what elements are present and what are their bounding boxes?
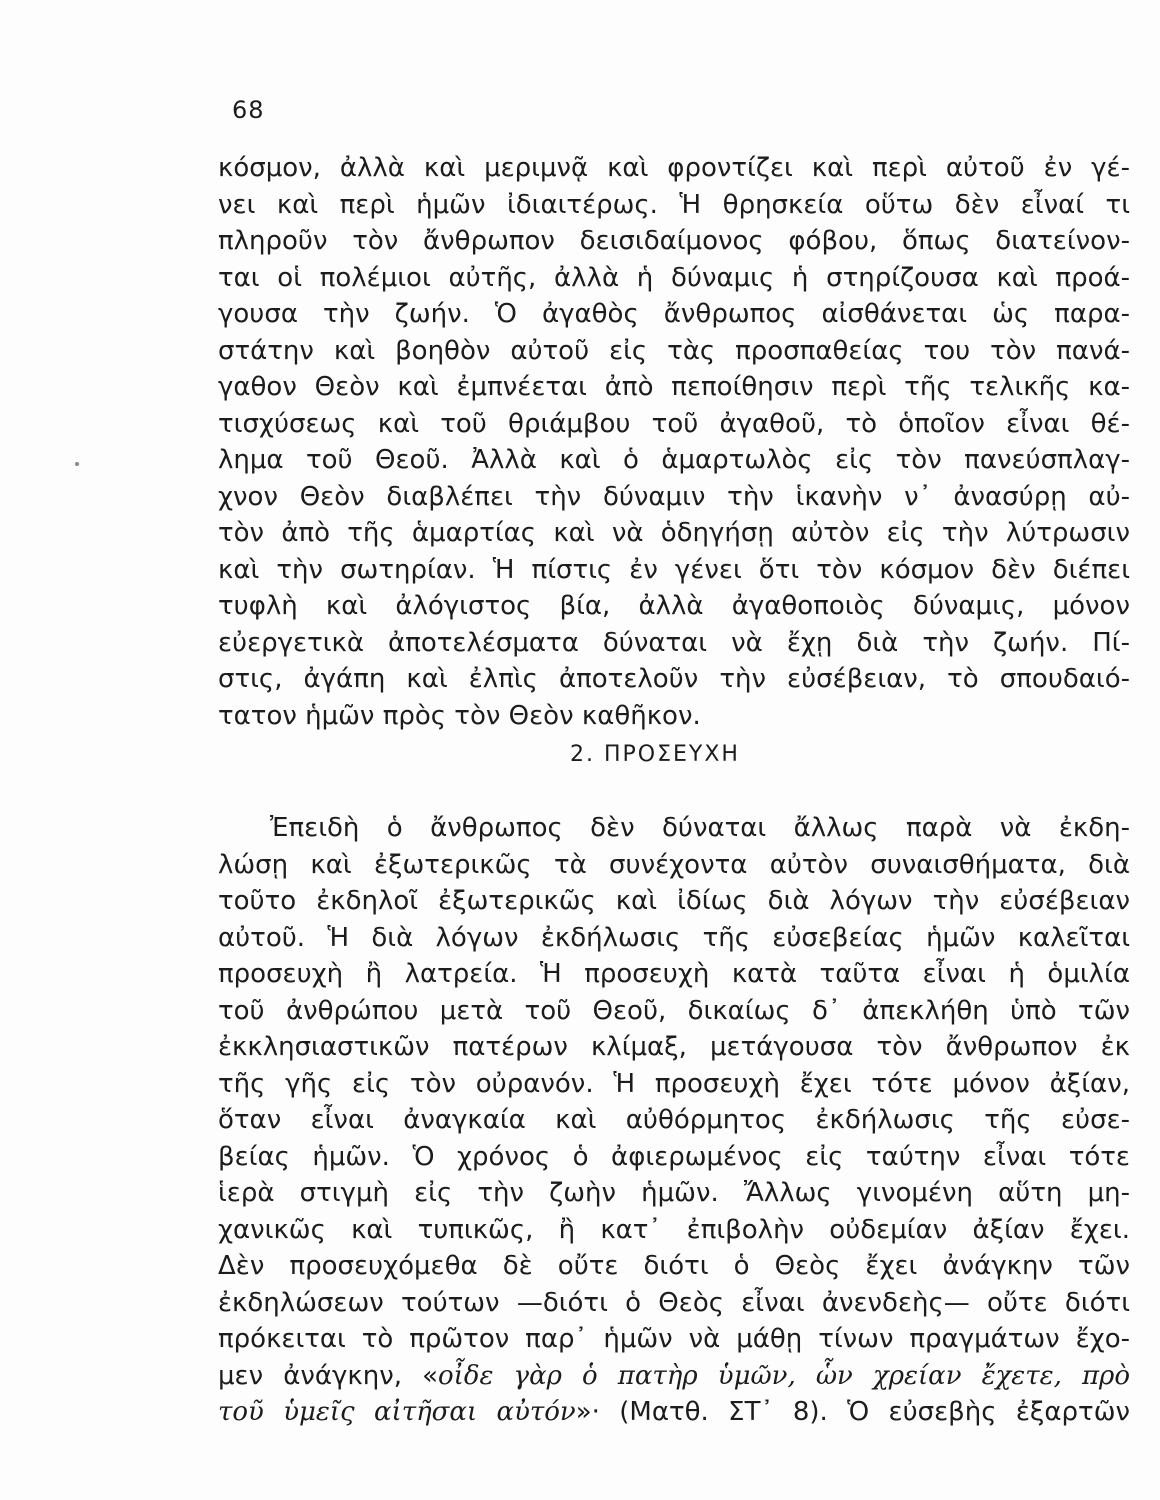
- text-line: λώσῃ καὶ ἐξωτερικῶς τὰ συνέχοντα αὐτὸν συναισθήματα, διὰ: [218, 849, 1130, 880]
- text-line: τισχύσεως καὶ τοῦ θριάμβου τοῦ ἀγαθοῦ, τὸ ὁποῖον εἶναι θέ-: [218, 408, 1130, 439]
- text-line: χνον Θεὸν διαβλέπει τὴν δύναμιν τὴν ἱκανὴν ν᾽ ἀνασύρῃ αὐ-: [218, 481, 1130, 512]
- paragraph-prayer: [218, 810, 1130, 1431]
- quote-citation-text: »· (Ματθ. ΣΤ᾽ 8). Ὁ εὐσεβὴς ἐξαρτῶν: [575, 1397, 1131, 1427]
- text-line: τοῦ ἀνθρώπου μετὰ τοῦ Θεοῦ, δικαίως δ᾽ ἀπεκλήθη ὑπὸ τῶν: [218, 995, 1130, 1026]
- paragraph-religion: [218, 150, 1130, 734]
- text-line: γαθον Θεὸν καὶ ἐμπνέεται ἀπὸ πεποίθησιν περὶ τῆς τελικῆς κα-: [218, 372, 1130, 402]
- text-line: τὸν ἀπὸ τῆς ἁμαρτίας καὶ νὰ ὁδηγήσῃ αὐτὸν εἰς τὴν λύτρωσιν: [218, 518, 1130, 548]
- text-line: χανικῶς καὶ τυπικῶς, ἢ κατ᾽ ἐπιβολὴν οὐδεμίαν ἀξίαν ἔχει.: [218, 1214, 1130, 1245]
- text-line: στάτην καὶ βοηθὸν αὐτοῦ εἰς τὰς προσπαθείας του τὸν πανά-: [218, 335, 1130, 366]
- text-line: πρόκειται τὸ πρῶτον παρ᾽ ἡμῶν νὰ μάθῃ τίνων πραγμάτων ἔχο-: [218, 1324, 1130, 1354]
- text-line: εὐεργετικὰ ἀποτελέσματα δύναται νὰ ἔχῃ διὰ τὴν ζωήν. Πί-: [218, 627, 1130, 658]
- page-number: 68: [232, 96, 265, 124]
- text-line: τυφλὴ καὶ ἀλόγιστος βία, ἀλλὰ ἀγαθοποιὸς δύναμις, μόνον: [218, 591, 1130, 621]
- text-line: αὐτοῦ. Ἡ διὰ λόγων ἐκδήλωσις τῆς εὐσεβείας ἡμῶν καλεῖται: [218, 922, 1130, 953]
- text-line: Ἐπειδὴ ὁ ἄνθρωπος δὲν δύναται ἄλλως παρὰ νὰ ἐκδη-: [270, 813, 1130, 843]
- text-line: ἐκκλησιαστικῶν πατέρων κλίμαξ, μετάγουσα τὸν ἄνθρωπον ἐκ: [218, 1032, 1130, 1062]
- text-line: ται οἱ πολέμιοι αὐτῆς, ἀλλὰ ἡ δύναμις ἡ στηρίζουσα καὶ προά-: [218, 262, 1130, 293]
- text-line: ἐκδηλώσεων τούτων —διότι ὁ Θεὸς εἶναι ἀνενδεὴς— οὔτε διότι: [218, 1287, 1130, 1318]
- text-line: κόσμον, ἀλλὰ καὶ μεριμνᾷ καὶ φροντίζει καὶ περὶ αὐτοῦ ἐν γέ-: [218, 153, 1130, 183]
- quote-line: [218, 1358, 1130, 1395]
- quote-lead-text: μεν ἀνάγκην, «: [218, 1360, 438, 1391]
- quote-line: [218, 1394, 1130, 1431]
- text-line: ὅταν εἶναι ἀναγκαία καὶ αὐθόρμητος ἐκδήλωσις τῆς εὐσε-: [218, 1105, 1130, 1135]
- section-heading: 2. ΠΡΟΣΕΥΧΗ: [570, 742, 740, 767]
- text-line: καὶ τὴν σωτηρίαν. Ἡ πίστις ἐν γένει ὅτι τὸν κόσμον δὲν διέπει: [218, 554, 1130, 585]
- text-line: γουσα τὴν ζωήν. Ὁ ἀγαθὸς ἄνθρωπος αἰσθάνεται ὡς παρα-: [218, 299, 1130, 329]
- text-line: τατον ἡμῶν πρὸς τὸν Θεὸν καθῆκον.: [218, 700, 701, 731]
- text-line: προσευχὴ ἢ λατρεία. Ἡ προσευχὴ κατὰ ταῦτα εἶναι ἡ ὁμιλία: [218, 959, 1130, 989]
- paper-speck: [75, 462, 79, 466]
- text-line: νει καὶ περὶ ἡμῶν ἰδιαιτέρως. Ἡ θρησκεία οὕτω δὲν εἶναί τι: [218, 189, 1130, 220]
- text-line: βείας ἡμῶν. Ὁ χρόνος ὁ ἀφιερωμένος εἰς ταύτην εἶναι τότε: [218, 1141, 1130, 1172]
- scripture-quote-text: οἶδε γὰρ ὁ πατὴρ ὑμῶν, ὧν χρείαν ἔχετε, πρὸ: [438, 1360, 1130, 1391]
- text-line: λημα τοῦ Θεοῦ. Ἀλλὰ καὶ ὁ ἁμαρτωλὸς εἰς τὸν πανεύσπλαγ-: [218, 445, 1130, 475]
- text-line: Δὲν προσευχόμεθα δὲ οὔτε διότι ὁ Θεὸς ἔχει ἀνάγκην τῶν: [218, 1251, 1130, 1281]
- text-line: τῆς γῆς εἰς τὸν οὐρανόν. Ἡ προσευχὴ ἔχει τότε μόνον ἀξίαν,: [218, 1068, 1130, 1099]
- text-line: πληροῦν τὸν ἄνθρωπον δεισιδαίμονος φόβου, ὅπως διατείνον-: [218, 226, 1130, 256]
- text-line: στις, ἀγάπη καὶ ἐλπὶς ἀποτελοῦν τὴν εὐσέβειαν, τὸ σπουδαιό-: [218, 664, 1130, 694]
- scripture-quote-text: τοῦ ὑμεῖς αἰτῆσαι αὐτόν: [218, 1397, 576, 1427]
- text-line: τοῦτο ἐκδηλοῖ ἐξωτερικῶς καὶ ἰδίως διὰ λόγων τὴν εὐσέβειαν: [218, 886, 1130, 916]
- text-line: ἱερὰ στιγμὴ εἰς τὴν ζωὴν ἡμῶν. Ἄλλως γινομένη αὕτη μη-: [218, 1178, 1130, 1208]
